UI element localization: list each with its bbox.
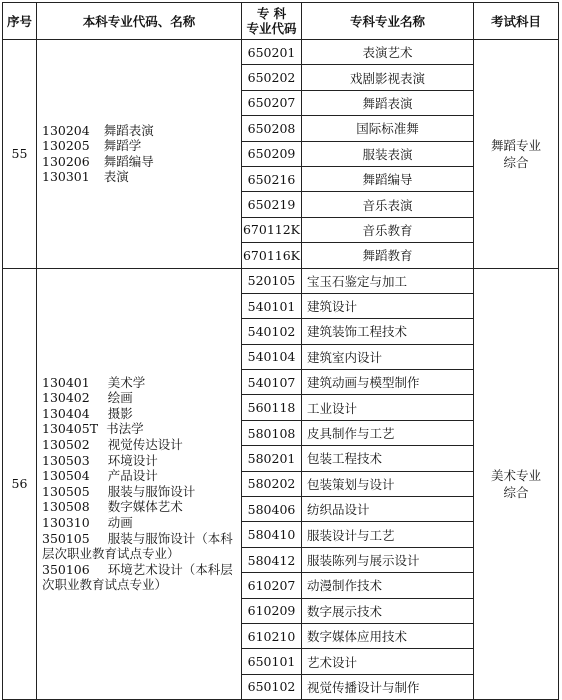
zk-major-code: 650207 xyxy=(242,90,302,115)
zk-major-name: 建筑动画与模型制作 xyxy=(302,370,474,395)
group-seq: 55 xyxy=(3,40,37,269)
bachelor-major-item xyxy=(42,138,235,154)
bachelor-major-item xyxy=(42,437,235,453)
zk-major-code: 520105 xyxy=(242,268,302,293)
zk-major-code: 540102 xyxy=(242,319,302,344)
zk-major-name: 服装表演 xyxy=(302,141,474,166)
zk-major-code: 540101 xyxy=(242,293,302,318)
bachelor-major-name: 视觉传达设计 xyxy=(107,437,183,453)
header-row xyxy=(3,3,559,40)
zk-major-name: 工业设计 xyxy=(302,395,474,420)
header-zk-code-line2: 专业代码 xyxy=(246,21,297,36)
bachelor-major-code: 130401 xyxy=(42,374,90,390)
bachelor-major-name: 环境设计 xyxy=(107,452,158,468)
zk-major-code: 610209 xyxy=(242,598,302,623)
zk-major-code: 580406 xyxy=(242,497,302,522)
bachelor-major-code: 130402 xyxy=(42,390,90,406)
table-body xyxy=(3,40,559,700)
zk-major-name: 纺织品设计 xyxy=(302,497,474,522)
majors-table xyxy=(2,2,559,700)
bachelor-major-code: 130508 xyxy=(42,499,90,515)
zk-major-code: 580412 xyxy=(242,547,302,572)
bachelor-major-item xyxy=(42,169,235,185)
bachelor-major-code: 130502 xyxy=(42,437,90,453)
bachelor-major-item xyxy=(42,499,235,515)
bachelor-major-code: 130405T xyxy=(42,421,99,437)
zk-major-name: 戏剧影视表演 xyxy=(302,65,474,90)
zk-major-name: 建筑室内设计 xyxy=(302,344,474,369)
bachelor-major-item xyxy=(42,154,235,170)
zk-major-name: 音乐教育 xyxy=(302,217,474,242)
zk-major-code: 540107 xyxy=(242,370,302,395)
bachelor-major-item xyxy=(42,453,235,469)
bachelor-major-code: 130206 xyxy=(42,153,90,169)
exam-subject xyxy=(474,268,559,700)
bachelor-major-item xyxy=(42,484,235,500)
header-zk-name: 专科专业名称 xyxy=(302,3,474,40)
bachelor-major-name: 表演 xyxy=(103,169,129,185)
zk-major-name: 舞蹈教育 xyxy=(302,243,474,268)
exam-subject-line2: 综合 xyxy=(503,484,529,500)
bachelor-major-name: 服装与服饰设计（本科层次职业教育试点专业） xyxy=(42,530,233,562)
zk-major-name: 视觉传播设计与制作 xyxy=(302,674,474,699)
bachelor-major-name: 书法学 xyxy=(106,421,144,437)
bachelor-major-name: 环境艺术设计（本科层次职业教育试点专业） xyxy=(42,561,233,593)
zk-major-name: 建筑设计 xyxy=(302,293,474,318)
zk-major-code: 610207 xyxy=(242,573,302,598)
zk-major-name: 表演艺术 xyxy=(302,40,474,65)
zk-major-code: 560118 xyxy=(242,395,302,420)
bachelor-major-name: 美术学 xyxy=(107,374,146,390)
bachelor-major-code: 130301 xyxy=(42,169,90,185)
zk-major-name: 包装工程技术 xyxy=(302,446,474,471)
bachelor-major-item xyxy=(42,515,235,531)
zk-major-code: 540104 xyxy=(242,344,302,369)
zk-major-name: 音乐表演 xyxy=(302,192,474,217)
zk-major-name: 服装设计与工艺 xyxy=(302,522,474,547)
header-seq: 序号 xyxy=(3,3,37,40)
bachelor-major-code: 130504 xyxy=(42,468,90,484)
zk-major-code: 670116K xyxy=(242,243,302,268)
bachelor-major-item xyxy=(42,123,235,139)
zk-major-name: 国际标准舞 xyxy=(302,116,474,141)
zk-major-name: 服装陈列与展示设计 xyxy=(302,547,474,572)
zk-major-code: 650102 xyxy=(242,674,302,699)
bachelor-major-code: 130204 xyxy=(42,122,90,138)
bachelor-major-name: 舞蹈编导 xyxy=(103,153,154,169)
zk-major-code: 580108 xyxy=(242,420,302,445)
exam-subject-line1: 美术专业 xyxy=(490,467,541,483)
zk-major-name: 舞蹈编导 xyxy=(302,166,474,191)
bachelor-major-name: 摄影 xyxy=(107,405,133,421)
bachelor-major-code: 130310 xyxy=(42,515,90,531)
bachelor-major-item xyxy=(42,375,235,391)
bachelor-major-item xyxy=(42,531,235,562)
exam-subject-line1: 舞蹈专业 xyxy=(490,137,541,153)
zk-major-name: 皮具制作与工艺 xyxy=(302,420,474,445)
zk-major-code: 650209 xyxy=(242,141,302,166)
bachelor-major-code: 130404 xyxy=(42,405,90,421)
zk-major-name: 艺术设计 xyxy=(302,649,474,674)
group-seq: 56 xyxy=(3,268,37,700)
zk-major-code: 650208 xyxy=(242,116,302,141)
zk-major-code: 650219 xyxy=(242,192,302,217)
table-row xyxy=(3,268,559,293)
zk-major-code: 670112K xyxy=(242,217,302,242)
exam-subject-line2: 综合 xyxy=(503,154,529,170)
zk-major-name: 动漫制作技术 xyxy=(302,573,474,598)
bachelor-majors-cell xyxy=(37,40,242,269)
zk-major-code: 610210 xyxy=(242,623,302,648)
bachelor-major-item xyxy=(42,421,235,437)
bachelor-major-item xyxy=(42,390,235,406)
bachelor-major-code: 130503 xyxy=(42,452,90,468)
bachelor-major-name: 数字媒体艺术 xyxy=(107,499,183,515)
bachelor-major-item xyxy=(42,406,235,422)
bachelor-major-code: 350106 xyxy=(42,561,90,577)
zk-major-code: 650101 xyxy=(242,649,302,674)
bachelor-major-name: 动画 xyxy=(107,515,133,531)
zk-major-name: 建筑装饰工程技术 xyxy=(302,319,474,344)
table-row xyxy=(3,40,559,65)
zk-major-name: 宝玉石鉴定与加工 xyxy=(302,268,474,293)
bachelor-majors-cell xyxy=(37,268,242,700)
bachelor-major-code: 130205 xyxy=(42,138,90,154)
zk-major-code: 650216 xyxy=(242,166,302,191)
bachelor-major-item xyxy=(42,468,235,484)
bachelor-major-name: 产品设计 xyxy=(107,468,158,484)
zk-major-code: 650202 xyxy=(242,65,302,90)
bachelor-major-item xyxy=(42,562,235,593)
header-zk-code-line1: 专 科 xyxy=(256,6,287,21)
header-zk-code xyxy=(242,3,302,40)
zk-major-code: 650201 xyxy=(242,40,302,65)
zk-major-code: 580202 xyxy=(242,471,302,496)
exam-subject xyxy=(474,40,559,269)
bachelor-major-name: 舞蹈表演 xyxy=(103,122,154,138)
zk-major-name: 数字展示技术 xyxy=(302,598,474,623)
zk-major-name: 舞蹈表演 xyxy=(302,90,474,115)
bachelor-major-code: 350105 xyxy=(42,530,90,546)
zk-major-name: 数字媒体应用技术 xyxy=(302,623,474,648)
zk-major-code: 580201 xyxy=(242,446,302,471)
bachelor-major-name: 服装与服饰设计 xyxy=(107,483,196,499)
header-bachelor: 本科专业代码、名称 xyxy=(37,3,242,40)
header-subject: 考试科目 xyxy=(474,3,559,40)
bachelor-major-name: 舞蹈学 xyxy=(103,138,142,154)
bachelor-major-name: 绘画 xyxy=(107,390,133,406)
zk-major-code: 580410 xyxy=(242,522,302,547)
zk-major-name: 包装策划与设计 xyxy=(302,471,474,496)
bachelor-major-code: 130505 xyxy=(42,483,90,499)
